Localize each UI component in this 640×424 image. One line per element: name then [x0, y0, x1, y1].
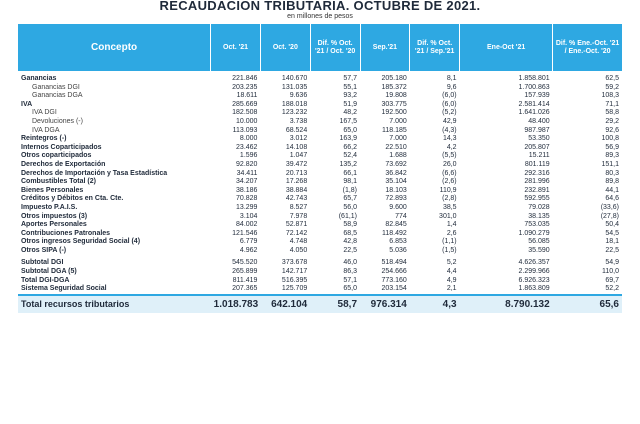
row-value: 26,0 — [442, 160, 457, 168]
header-oct20: Oct. '20 — [260, 24, 310, 71]
header-concepto: Concepto — [18, 24, 211, 71]
table-row — [18, 187, 622, 196]
row-value: 1.047 — [289, 152, 308, 160]
table-row — [18, 118, 622, 127]
row-value: 89,3 — [605, 152, 619, 160]
row-value: 62,5 — [605, 75, 619, 82]
row-value: 9,6 — [446, 83, 457, 91]
table-row — [18, 127, 622, 136]
row-value: 48,2 — [343, 109, 358, 117]
row-value: 516.395 — [281, 276, 308, 284]
row-value: 79.028 — [528, 203, 550, 211]
row-value: 1.090.279 — [518, 229, 550, 237]
table-row — [18, 195, 622, 204]
row-value: 58,9 — [343, 221, 358, 229]
row-value: 34.207 — [236, 178, 258, 186]
row-value: 92.820 — [236, 160, 258, 168]
row-value: 123.232 — [281, 109, 308, 117]
total-value: 1.018.783 — [211, 295, 261, 313]
row-label: Otros impuestos (3) — [21, 212, 88, 220]
row-value: 86,3 — [343, 268, 358, 276]
table-row — [18, 204, 622, 213]
row-value: 8.527 — [289, 203, 308, 211]
row-value: 2.581.414 — [518, 100, 550, 108]
row-value: 142.717 — [281, 268, 308, 276]
row-label: Otros SIPA (-) — [21, 246, 67, 254]
row-value: 17.268 — [285, 178, 308, 186]
row-value: 56,0 — [343, 203, 358, 211]
row-value: 46,0 — [343, 259, 358, 267]
row-value: 65,7 — [343, 195, 358, 203]
row-value: 18,1 — [605, 238, 619, 246]
header-sep21: Sep.'21 — [360, 24, 410, 71]
total-value: 976.314 — [360, 295, 410, 313]
row-value: 801.119 — [524, 160, 550, 168]
header-row — [18, 24, 622, 71]
row-value: 20.713 — [285, 169, 308, 177]
row-value: 281.996 — [524, 178, 550, 186]
row-value: 9.636 — [289, 92, 308, 100]
row-value: 6.853 — [389, 238, 407, 246]
row-value: (61,1) — [338, 212, 358, 220]
row-value: 254.666 — [381, 268, 407, 276]
row-value: 285.669 — [232, 100, 258, 108]
row-value: 14,3 — [442, 135, 457, 143]
row-value: 52,4 — [343, 152, 358, 160]
main-rows — [18, 71, 622, 255]
row-value: 42.743 — [285, 195, 308, 203]
row-label: Aportes Personales — [21, 221, 87, 229]
row-value: (1,8) — [342, 186, 358, 194]
row-value: (33,6) — [600, 203, 619, 211]
row-value: 167,5 — [339, 117, 358, 125]
row-value: 70.828 — [236, 195, 258, 203]
total-value: 642.104 — [260, 295, 310, 313]
row-value: 987.987 — [524, 126, 550, 134]
row-value: 38.884 — [285, 186, 308, 194]
row-value: 39.472 — [285, 160, 308, 168]
row-value: 38.135 — [528, 212, 550, 220]
table-row — [18, 101, 622, 110]
row-value: 6.926.323 — [518, 276, 550, 284]
row-value: 1,4 — [446, 221, 457, 229]
row-value: 4,2 — [446, 143, 457, 151]
total-value: 65,6 — [553, 295, 622, 313]
row-value: 18.611 — [236, 92, 258, 100]
row-value: 518.494 — [381, 259, 407, 267]
row-value: 36.842 — [385, 169, 407, 177]
row-value: 10.000 — [236, 117, 258, 125]
total-value: 4,3 — [410, 295, 460, 313]
row-label: IVA DGI — [32, 109, 57, 117]
row-value: (6,0) — [442, 100, 457, 108]
row-value: 56.085 — [528, 238, 550, 246]
row-value: (6,0) — [442, 92, 457, 100]
row-value: 8,1 — [446, 75, 457, 82]
row-value: 292.316 — [524, 169, 550, 177]
row-value: 59,2 — [605, 83, 619, 91]
row-value: (1,1) — [442, 238, 457, 246]
row-value: 22,5 — [605, 246, 619, 254]
total-value: 58,7 — [310, 295, 360, 313]
row-value: 57,7 — [343, 75, 358, 82]
row-value: 52.871 — [285, 221, 308, 229]
total-row — [18, 295, 622, 313]
row-value: 44,1 — [605, 186, 619, 194]
row-label: Derechos de Exportación — [21, 160, 106, 168]
row-value: 5,2 — [446, 259, 457, 267]
row-value: 108,3 — [601, 92, 619, 100]
row-value: (4,3) — [442, 126, 457, 134]
row-value: 4,9 — [446, 276, 457, 284]
row-value: 72.893 — [385, 195, 407, 203]
row-value: 66,1 — [343, 169, 358, 177]
row-value: 54,9 — [605, 259, 619, 267]
row-value: 58,8 — [605, 109, 619, 117]
row-value: 1.596 — [239, 152, 258, 160]
row-label: Subtotal DGA (5) — [21, 268, 77, 276]
row-label: Reintegros (-) — [21, 135, 67, 143]
row-value: 265.899 — [232, 268, 258, 276]
subtotal-row — [18, 255, 622, 268]
row-value: 110,9 — [439, 186, 457, 194]
row-value: (1,5) — [442, 246, 457, 254]
row-value: 22.510 — [385, 143, 407, 151]
row-value: 51,9 — [343, 100, 358, 108]
row-value: 15.211 — [528, 152, 550, 160]
row-value: 2,1 — [446, 285, 457, 293]
table-row — [18, 161, 622, 170]
table-row — [18, 84, 622, 93]
row-value: 5.036 — [389, 246, 407, 254]
total-value: 8.790.132 — [460, 295, 553, 313]
row-label: Otros ingresos Seguridad Social (4) — [21, 238, 141, 246]
row-value: 135,2 — [339, 160, 358, 168]
row-label: Bienes Personales — [21, 186, 84, 194]
row-value: 93,2 — [343, 92, 358, 100]
row-value: 100,8 — [601, 135, 619, 143]
row-value: 1.688 — [389, 152, 407, 160]
row-value: 592.955 — [524, 195, 550, 203]
table-row — [18, 230, 622, 239]
table-row — [18, 178, 622, 187]
row-value: 4.962 — [239, 246, 258, 254]
row-label: Ganancias — [21, 75, 57, 82]
table-row — [18, 71, 622, 84]
row-value: 69,7 — [605, 276, 619, 284]
row-value: 57,1 — [343, 276, 358, 284]
table-row — [18, 170, 622, 179]
row-value: 8.000 — [239, 135, 258, 143]
row-value: 205.180 — [381, 75, 407, 82]
row-value: 50,4 — [605, 221, 619, 229]
row-value: 185.372 — [381, 83, 407, 91]
row-label: IVA DGA — [32, 126, 60, 134]
row-value: 811.419 — [232, 276, 258, 284]
header-dif-ene-oct: Dif. % Ene.-Oct. '21 / Ene.-Oct. '20 — [553, 24, 622, 71]
header-dif-oct: Dif. % Oct. '21 / Oct. '20 — [310, 24, 360, 71]
row-value: 7.000 — [389, 117, 407, 125]
row-value: 38.186 — [236, 186, 258, 194]
table-row — [18, 221, 622, 230]
row-value: 207.365 — [232, 285, 258, 293]
tax-collection-table — [18, 24, 622, 313]
row-value: 3.012 — [289, 135, 308, 143]
row-value: 1.863.809 — [518, 285, 550, 293]
row-value: 19.808 — [385, 92, 407, 100]
row-value: 4.626.357 — [518, 259, 550, 267]
table-row — [18, 135, 622, 144]
row-value: (5,5) — [442, 152, 457, 160]
subtotal-row — [18, 285, 622, 295]
row-value: 34.411 — [236, 169, 258, 177]
row-value: 35.104 — [385, 178, 407, 186]
row-label: Ganancias DGA — [32, 92, 83, 100]
row-value: 53.350 — [528, 135, 550, 143]
row-label: Sistema Seguridad Social — [21, 285, 107, 293]
row-value: 35.590 — [528, 246, 550, 254]
row-value: 84.002 — [236, 221, 258, 229]
row-value: 753.035 — [524, 221, 550, 229]
row-value: 23.462 — [236, 143, 258, 151]
row-value: 68.524 — [285, 126, 308, 134]
row-value: 203.154 — [381, 285, 407, 293]
row-value: 131.035 — [281, 83, 308, 91]
row-value: (2,8) — [442, 195, 457, 203]
row-value: 6.779 — [239, 238, 258, 246]
row-value: 110,0 — [602, 268, 619, 276]
row-label: Créditos y Débitos en Cta. Cte. — [21, 195, 124, 203]
row-value: 545.520 — [232, 259, 258, 267]
row-value: 89,8 — [605, 178, 619, 186]
row-value: 48.400 — [528, 117, 550, 125]
table-row — [18, 144, 622, 153]
row-value: 1.641.026 — [518, 109, 550, 117]
row-value: 55,1 — [343, 83, 358, 91]
row-value: 157.939 — [524, 92, 550, 100]
report-subtitle: en millones de pesos — [287, 13, 353, 20]
row-value: 64,6 — [605, 195, 619, 203]
row-value: 82.845 — [385, 221, 407, 229]
row-label: Contribuciones Patronales — [21, 229, 111, 237]
row-value: 125.709 — [281, 285, 308, 293]
row-value: 3.738 — [289, 117, 308, 125]
row-value: 56,9 — [605, 143, 619, 151]
row-value: 1.700.863 — [518, 83, 550, 91]
row-value: 22,5 — [343, 246, 358, 254]
table-row — [18, 238, 622, 247]
header-ene-oct21: Ene-Oct '21 — [460, 24, 553, 71]
row-value: 65,0 — [343, 285, 358, 293]
row-value: 29,2 — [605, 117, 619, 125]
row-value: 4.748 — [289, 238, 308, 246]
row-value: 9.600 — [389, 203, 407, 211]
row-value: 71,1 — [605, 100, 619, 108]
row-value: 232.891 — [524, 186, 550, 194]
row-label: Combustibles Total (2) — [21, 178, 96, 186]
row-label: Subtotal DGI — [21, 259, 64, 267]
subtotal-row — [18, 277, 622, 286]
row-value: 774 — [395, 212, 407, 220]
row-label: Devoluciones (-) — [32, 117, 83, 125]
row-value: 68,5 — [343, 229, 358, 237]
row-value: 7.000 — [389, 135, 407, 143]
row-value: (5,2) — [442, 109, 457, 117]
row-value: 205.807 — [524, 143, 550, 151]
row-value: 118.492 — [382, 229, 407, 237]
row-value: 151,1 — [601, 160, 619, 168]
row-value: 301,0 — [439, 212, 457, 220]
row-label: Derechos de Importación y Tasa Estadística — [21, 169, 168, 177]
row-value: 38,5 — [442, 203, 457, 211]
row-value: 54,5 — [605, 229, 619, 237]
row-value: 14.108 — [285, 143, 308, 151]
row-value: 18.103 — [385, 186, 407, 194]
row-value: 303.775 — [381, 100, 407, 108]
total-label: Total recursos tributarios — [18, 295, 211, 313]
row-value: 66,2 — [343, 143, 358, 151]
row-value: 373.678 — [281, 259, 308, 267]
table-row — [18, 92, 622, 101]
row-value: 182.508 — [232, 109, 258, 117]
row-value: 4.050 — [289, 246, 308, 254]
table-row — [18, 213, 622, 222]
row-value: 773.160 — [381, 276, 407, 284]
row-value: 92,6 — [605, 126, 619, 134]
header-oct21: Oct. '21 — [211, 24, 261, 71]
row-value: 2.299.966 — [518, 268, 550, 276]
row-value: 98,1 — [343, 178, 358, 186]
row-value: 118.185 — [382, 126, 407, 134]
row-value: 80,3 — [605, 169, 619, 177]
table-row — [18, 152, 622, 161]
row-value: (6,6) — [442, 169, 457, 177]
row-value: 13.299 — [236, 203, 258, 211]
row-label: Total DGI-DGA — [21, 276, 70, 284]
row-value: 1.858.801 — [518, 75, 550, 82]
row-label: Ganancias DGI — [32, 83, 80, 91]
row-value: 113.093 — [232, 126, 258, 134]
row-value: 73.692 — [385, 160, 407, 168]
row-label: Otros coparticipados — [21, 152, 92, 160]
row-value: 4,4 — [446, 268, 457, 276]
row-value: 221.846 — [232, 75, 258, 82]
row-value: (27,8) — [600, 212, 619, 220]
row-value: 42,9 — [442, 117, 457, 125]
row-label: Internos Coparticipados — [21, 143, 102, 151]
table-row — [18, 109, 622, 118]
row-label: IVA — [21, 100, 33, 108]
row-value: 188.018 — [281, 100, 308, 108]
subtotal-rows — [18, 255, 622, 294]
row-value: 192.500 — [381, 109, 407, 117]
row-value: (2,6) — [442, 178, 457, 186]
header-dif-sep: Dif. % Oct. '21 / Sep.'21 — [410, 24, 460, 71]
subtotal-row — [18, 268, 622, 277]
row-value: 65,0 — [343, 126, 358, 134]
row-value: 140.670 — [281, 75, 308, 82]
row-value: 7.978 — [289, 212, 308, 220]
row-value: 203.235 — [232, 83, 258, 91]
row-value: 3.104 — [239, 212, 258, 220]
row-value: 2,6 — [446, 229, 457, 237]
row-label: Impuesto P.A.I.S. — [21, 203, 78, 211]
row-value: 42,8 — [343, 238, 358, 246]
table-row — [18, 247, 622, 256]
row-value: 72.142 — [285, 229, 308, 237]
report-title: RECAUDACION TRIBUTARIA. OCTUBRE DE 2021. — [159, 0, 481, 13]
row-value: 163,9 — [339, 135, 358, 143]
row-value: 52,2 — [605, 285, 619, 293]
row-value: 121.546 — [232, 229, 258, 237]
